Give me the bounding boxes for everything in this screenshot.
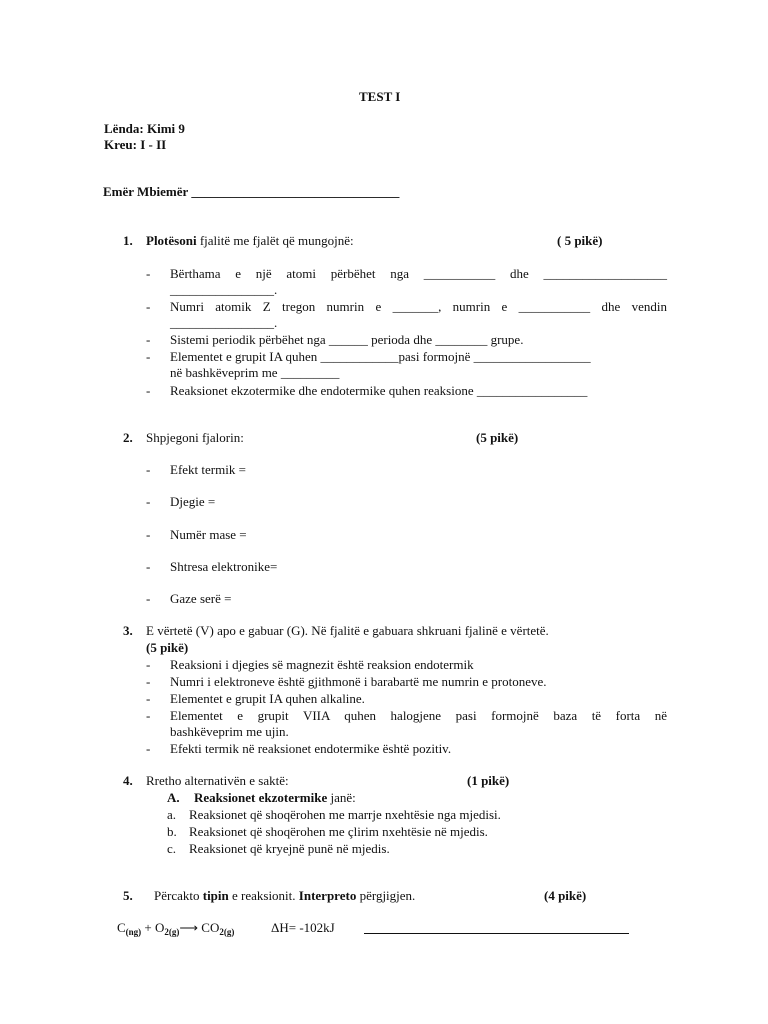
q4-option-letter: b. bbox=[167, 824, 177, 839]
q1-points: ( 5 pikë) bbox=[557, 233, 603, 248]
q3-item-dash: - bbox=[146, 741, 151, 756]
q3-item: Numri i elektroneve është gjithmonë i barabartë me numrin e protoneve. bbox=[170, 674, 547, 689]
q2-instruction: Shpjegoni fjalorin: bbox=[146, 430, 244, 445]
q5-text-2: e reaksionit. bbox=[228, 888, 299, 903]
q1-item-dash: - bbox=[146, 349, 151, 364]
q1-item-dash: - bbox=[146, 332, 151, 347]
q4-option-b: Reaksionet që shoqërohen me çlirim nxehtësie në mjedis. bbox=[189, 824, 488, 839]
q1-item: Numri atomik Z tregon numrin e _______, numrin e ___________ dhe vendin bbox=[170, 299, 667, 314]
q3-item-cont: bashkëveprim me ujin. bbox=[170, 724, 289, 739]
q2-points: (5 pikë) bbox=[476, 430, 519, 445]
q4-option-letter: a. bbox=[167, 807, 177, 822]
q2-item-dash: - bbox=[146, 462, 151, 477]
q3-item-dash: - bbox=[146, 708, 151, 723]
q4-instruction: Rretho alternativën e saktë: bbox=[146, 773, 289, 788]
q2-item: Shtresa elektronike= bbox=[170, 559, 278, 574]
q4-sub-question bbox=[194, 790, 356, 806]
eq-product: ⟶ CO bbox=[179, 920, 220, 935]
q5-number: 5. bbox=[123, 888, 133, 903]
q1-instruction bbox=[146, 233, 354, 249]
subject-label: Lënda: Kimi 9 bbox=[104, 121, 185, 136]
q5-bold-1: tipin bbox=[202, 888, 229, 903]
q5-points: (4 pikë) bbox=[544, 888, 587, 903]
q4-sub-letter: A. bbox=[167, 790, 180, 805]
q4-number: 4. bbox=[123, 773, 133, 788]
name-label: Emër Mbiemër bbox=[103, 184, 192, 199]
q2-number: 2. bbox=[123, 430, 133, 445]
q1-item-cont: ________________. bbox=[170, 282, 278, 297]
eq-carbon: C bbox=[117, 920, 126, 935]
q2-item-dash: - bbox=[146, 591, 151, 606]
q1-item-cont: në bashkëveprim me _________ bbox=[170, 365, 340, 380]
q4-option-c: Reaksionet që kryejnë punë në mjedis. bbox=[189, 841, 390, 856]
eq-carbon-state: (ng) bbox=[125, 927, 142, 937]
q1-item-dash: - bbox=[146, 383, 151, 398]
eq-oxygen-state: 2(g) bbox=[164, 927, 180, 937]
q1-number: 1. bbox=[123, 233, 133, 248]
name-blank: ________________________________ bbox=[191, 184, 400, 199]
q1-bold: Plotësoni bbox=[146, 233, 197, 248]
q3-points: (5 pikë) bbox=[146, 640, 189, 655]
name-field bbox=[103, 184, 399, 200]
q4-points: (1 pikë) bbox=[467, 773, 510, 788]
q3-item-dash: - bbox=[146, 657, 151, 672]
q5-text-1: Përcakto bbox=[154, 888, 203, 903]
test-title: TEST I bbox=[359, 89, 401, 104]
q3-instruction: E vërtetë (V) apo e gabuar (G). Në fjalitë e gabuara shkruani fjalinë e vërtetë. bbox=[146, 623, 549, 638]
q2-item: Djegie = bbox=[170, 494, 216, 509]
q1-item: Elementet e grupit IA quhen ____________pasi formojnë __________________ bbox=[170, 349, 591, 364]
q2-item-dash: - bbox=[146, 527, 151, 542]
chapter-label: Kreu: I - II bbox=[104, 137, 167, 152]
q3-item: Reaksioni i djegies së magnezit është reaksion endotermik bbox=[170, 657, 474, 672]
reaction-equation bbox=[117, 920, 234, 937]
answer-line bbox=[364, 933, 629, 934]
q3-item-dash: - bbox=[146, 691, 151, 706]
q4-sub-rest: janë: bbox=[327, 790, 356, 805]
q4-sub-bold: Reaksionet ekzotermike bbox=[194, 790, 328, 805]
q1-text: fjalitë me fjalët që mungojnë: bbox=[196, 233, 354, 248]
q3-item: Elementet e grupit VIIA quhen halogjene pasi formojnë baza të forta në bbox=[170, 708, 667, 723]
q1-item-dash: - bbox=[146, 299, 151, 314]
eq-oxygen: + O bbox=[141, 920, 165, 935]
q3-number: 3. bbox=[123, 623, 133, 638]
q3-item: Elementet e grupit IA quhen alkaline. bbox=[170, 691, 365, 706]
eq-product-state: 2(g) bbox=[219, 927, 235, 937]
q3-item: Efekti termik në reaksionet endotermike është pozitiv. bbox=[170, 741, 452, 756]
q3-item-dash: - bbox=[146, 674, 151, 689]
q1-item: Sistemi periodik përbëhet nga ______ perioda dhe ________ grupe. bbox=[170, 332, 524, 347]
q4-option-a: Reaksionet që shoqërohen me marrje nxehtësie nga mjedisi. bbox=[189, 807, 501, 822]
q2-item: Gaze serë = bbox=[170, 591, 232, 606]
q2-item: Numër mase = bbox=[170, 527, 247, 542]
q1-item: Bërthama e një atomi përbëhet nga ___________ dhe ___________________ bbox=[170, 266, 667, 281]
q5-instruction bbox=[154, 888, 415, 904]
q1-item: Reaksionet ekzotermike dhe endotermike quhen reaksione _________________ bbox=[170, 383, 588, 398]
q5-text-3: përgjigjen. bbox=[356, 888, 416, 903]
q1-item-cont: ________________. bbox=[170, 315, 278, 330]
q2-item: Efekt termik = bbox=[170, 462, 246, 477]
q2-item-dash: - bbox=[146, 494, 151, 509]
q2-item-dash: - bbox=[146, 559, 151, 574]
q1-item-dash: - bbox=[146, 266, 151, 281]
enthalpy-value: ΔH= -102kJ bbox=[271, 920, 335, 935]
q5-bold-2: Interpreto bbox=[298, 888, 357, 903]
q4-option-letter: c. bbox=[167, 841, 177, 856]
